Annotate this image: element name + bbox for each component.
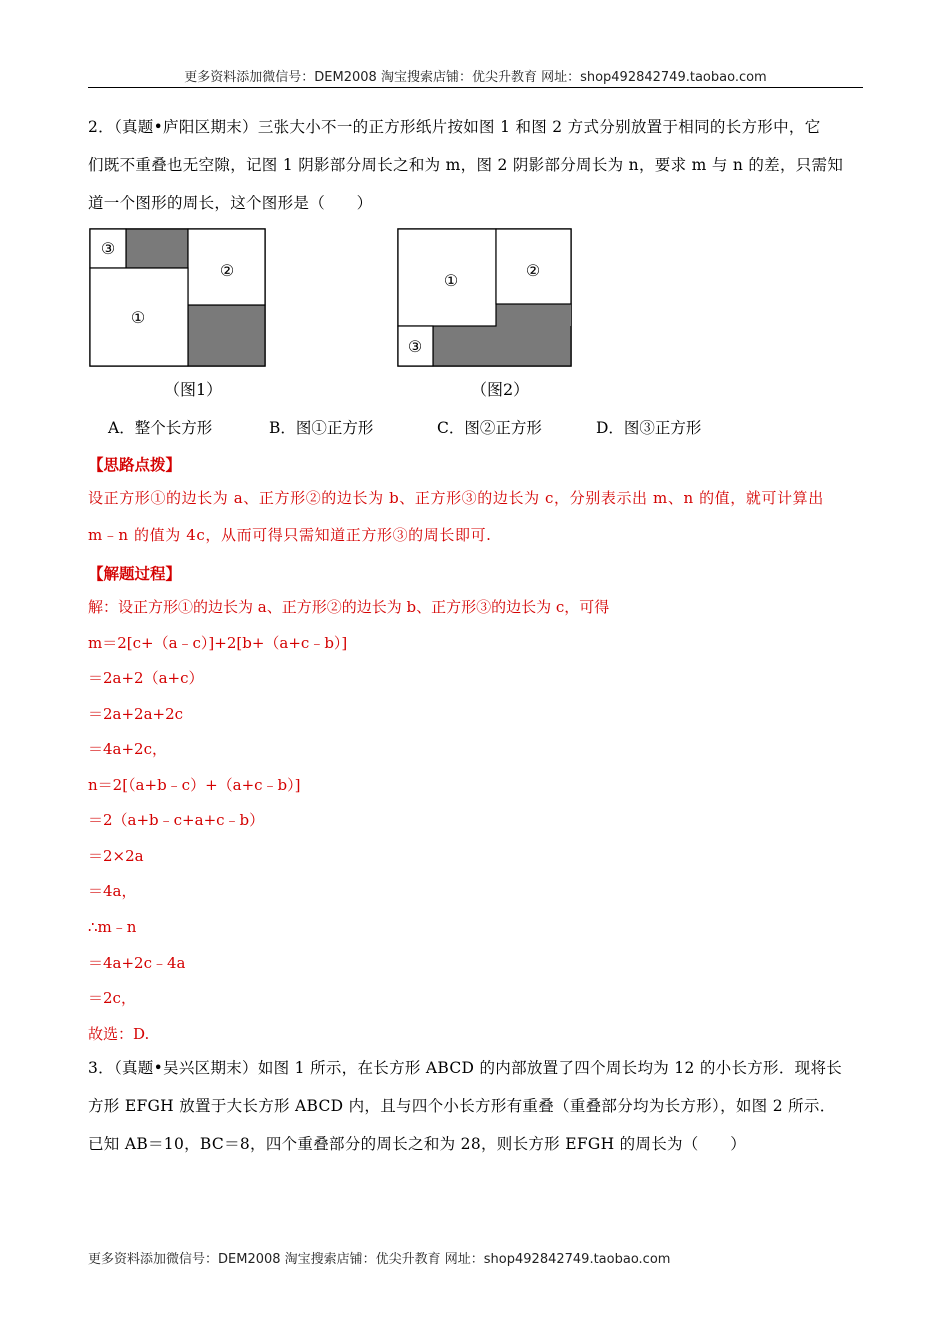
- solution-line: ＝2a+2（a+c）: [88, 669, 204, 687]
- figure-1: [88, 227, 270, 372]
- question-3-line-1: 3．（真题•吴兴区期末）如图 1 所示，在长方形 ABCD 的内部放置了四个周长均为 12 的小长方形．现将长: [88, 1059, 843, 1077]
- fig1-label-3: ③: [100, 239, 116, 258]
- page-header: 更多资料添加微信号：DEM2008 淘宝搜索店铺：优尖升教育 网址：shop492842749.taobao.com: [184, 70, 767, 85]
- solution-line: ＝2c，: [88, 989, 136, 1007]
- question-2-line-3: 道一个图形的周长，这个图形是（ ）: [88, 194, 373, 212]
- choice-b: B．图①正方形: [269, 419, 374, 437]
- fig2-label-2: ②: [525, 261, 541, 280]
- solution-line: ＝2（a+b﹣c+a+c﹣b）: [88, 811, 265, 829]
- figure-2-caption: （图2）: [471, 380, 530, 399]
- solution-heading: 【解题过程】: [88, 564, 182, 583]
- question-3-line-2: 方形 EFGH 放置于大长方形 ABCD 内，且与四个小长方形有重叠（重叠部分均为长方形），如图 2 所示．: [88, 1097, 836, 1115]
- question-2-line-1: 2．（真题•庐阳区期末）三张大小不一的正方形纸片按如图 1 和图 2 方式分别放置于相同的长方形中，它: [88, 118, 821, 136]
- solution-line: m＝2[c+（a﹣c）]+2[b+（a+c﹣b）]: [88, 634, 348, 652]
- choice-c: C．图②正方形: [437, 419, 542, 437]
- solution-line: ＝4a，: [88, 882, 137, 900]
- solution-line: 解：设正方形①的边长为 a、正方形②的边长为 b、正方形③的边长为 c，可得: [88, 598, 610, 616]
- header-divider: [88, 87, 863, 88]
- solution-line: ＝2a+2a+2c: [88, 705, 184, 723]
- question-2: [88, 108, 863, 222]
- question-3-line-3: 已知 AB＝10，BC＝8，四个重叠部分的周长之和为 28，则长方形 EFGH 的周长为（ ）: [88, 1135, 747, 1153]
- hint-line-2: m﹣n 的值为 4c，从而可得只需知道正方形③的周长即可.: [88, 526, 492, 544]
- fig1-label-2: ②: [219, 261, 235, 280]
- hint-heading: 【思路点拨】: [88, 455, 182, 474]
- solution-line: ∴m﹣n: [88, 918, 137, 936]
- question-3: [88, 1049, 863, 1163]
- solution-answer: 故选：D.: [88, 1025, 150, 1043]
- solution-line: ＝4a+2c﹣4a: [88, 954, 186, 972]
- solution-line: n＝2[（a+b﹣c）+（a+c﹣b）]: [88, 776, 301, 794]
- figure-2: [396, 227, 578, 372]
- question-2-line-2: 们既不重叠也无空隙，记图 1 阴影部分周长之和为 m，图 2 阴影部分周长为 n，要求 m 与 n 的差，只需知: [88, 156, 844, 174]
- solution-line: ＝4a+2c，: [88, 740, 167, 758]
- fig1-shaded-top: [126, 229, 188, 268]
- fig2-label-3: ③: [407, 337, 423, 356]
- solution-line: ＝2×2a: [88, 847, 144, 865]
- hint-line-1: 设正方形①的边长为 a、正方形②的边长为 b、正方形③的边长为 c，分别表示出 m、n 的值，就可计算出: [88, 489, 824, 507]
- choice-d: D．图③正方形: [596, 419, 702, 437]
- figure-1-caption: （图1）: [164, 380, 223, 399]
- fig1-shaded-bottom: [188, 305, 265, 366]
- page-footer: 更多资料添加微信号：DEM2008 淘宝搜索店铺：优尖升教育 网址：shop492842749.taobao.com: [88, 1252, 671, 1267]
- fig1-label-1: ①: [130, 308, 146, 327]
- fig2-label-1: ①: [443, 271, 459, 290]
- choice-a: A．整个长方形: [108, 419, 213, 437]
